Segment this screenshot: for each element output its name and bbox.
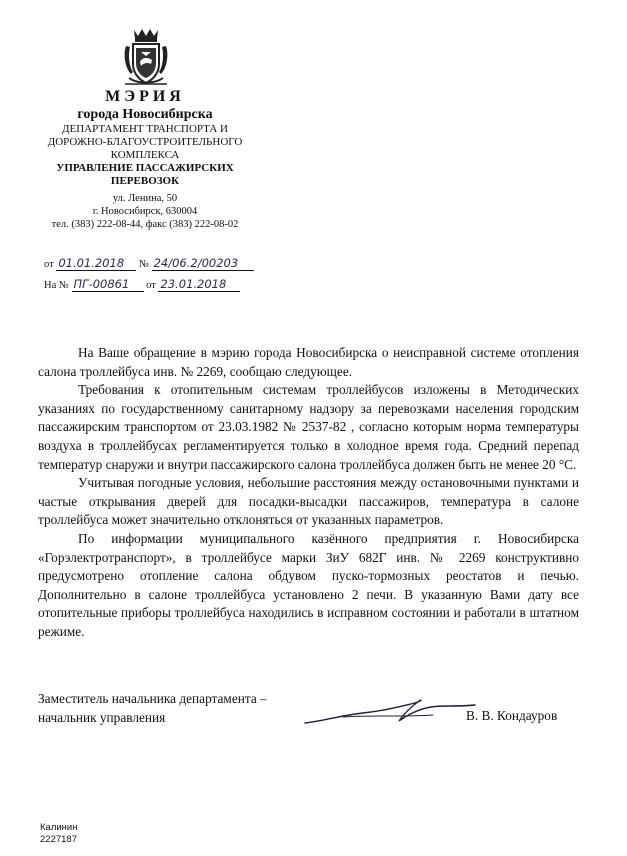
department-line: КОМПЛЕКСА [110, 149, 180, 161]
letter-body [38, 344, 579, 642]
executor-phone: 2227187 [40, 834, 77, 845]
letterhead-city: города Новосибирска [77, 107, 213, 122]
signatory-title [38, 689, 328, 727]
executor-name: Калинин [40, 822, 78, 833]
outgoing-registration [44, 256, 254, 272]
paragraph: На Ваше обращение в мэрию города Новосибирска о неисправной системе отопления салона троллейбуса инв. № 2269, сообщаю следующее. [38, 345, 579, 379]
paragraph: Требования к отопительным системам троллейбусов изложены в Методических указаниях по государственному санитарному надзору за перевозками населения городским пассажирским транспортом от 23.03.1982 № 2537-82 , согласно которым норма температуры воздуха в троллейбусах регламентируется только в холодное время года. Средний перепад температур снаружи и внутри пассажирского салона троллейбуса должен быть не менее 20 °С. [38, 382, 579, 472]
signatory-title-line: Заместитель начальника департамента – [38, 691, 267, 706]
signatory-name: В. В. Кондауров [466, 708, 558, 723]
ref-from-label: от [146, 280, 156, 291]
ref-number: ПГ-00861 [72, 277, 144, 292]
coat-of-arms-icon [121, 28, 171, 88]
handwritten-signature [303, 693, 478, 731]
paragraph: Учитывая погодные условия, небольшие расстояния между остановочными пунктами и частые открывания дверей для посадки-высадки пассажиров, температура в салоне троллейбуса может значительно отклоняться от указанных параметров. [38, 475, 579, 528]
department-line: ДОРОЖНО-БЛАГОУСТРОИТЕЛЬНОГО [47, 136, 243, 148]
address-phones: тел. (383) 222-08-44, факс (383) 222-08-02 [51, 219, 239, 230]
outgoing-number: 24/06.2/00203 [152, 256, 254, 271]
address-block [20, 192, 270, 231]
ref-date: 23.01.2018 [158, 277, 240, 292]
from-label: от [44, 259, 54, 270]
signatory-title-line: начальник управления [38, 710, 166, 725]
division-line: ПЕРЕВОЗОК [110, 175, 180, 187]
outgoing-date: 01.01.2018 [56, 256, 136, 271]
executor-info [40, 822, 77, 846]
letterhead [20, 88, 270, 231]
letterhead-mayor: МЭРИЯ [105, 88, 185, 105]
ref-label: На № [44, 280, 69, 291]
division-line: УПРАВЛЕНИЕ ПАССАЖИРСКИХ [56, 162, 234, 174]
address-city: г. Новосибирск, 630004 [92, 206, 198, 217]
number-label: № [138, 259, 149, 270]
address-street: ул. Ленина, 50 [112, 193, 178, 204]
department-line: ДЕПАРТАМЕНТ ТРАНСПОРТА И [62, 123, 228, 135]
paragraph: По информации муниципального казённого предприятия г. Новосибирска «Горэлектротранспорт», в троллейбусе марки ЗиУ 682Г инв. № 2269 конструктивно предусмотрено отопление салона обдувом пуско-тормозных реостатов и печью. Дополнительно в салоне троллейбуса установлено 2 печи. В указанную Вами дату все отопительные приборы троллейбуса находились в исправном состоянии и работали в штатном режиме. [38, 530, 579, 639]
incoming-reference [44, 277, 240, 293]
